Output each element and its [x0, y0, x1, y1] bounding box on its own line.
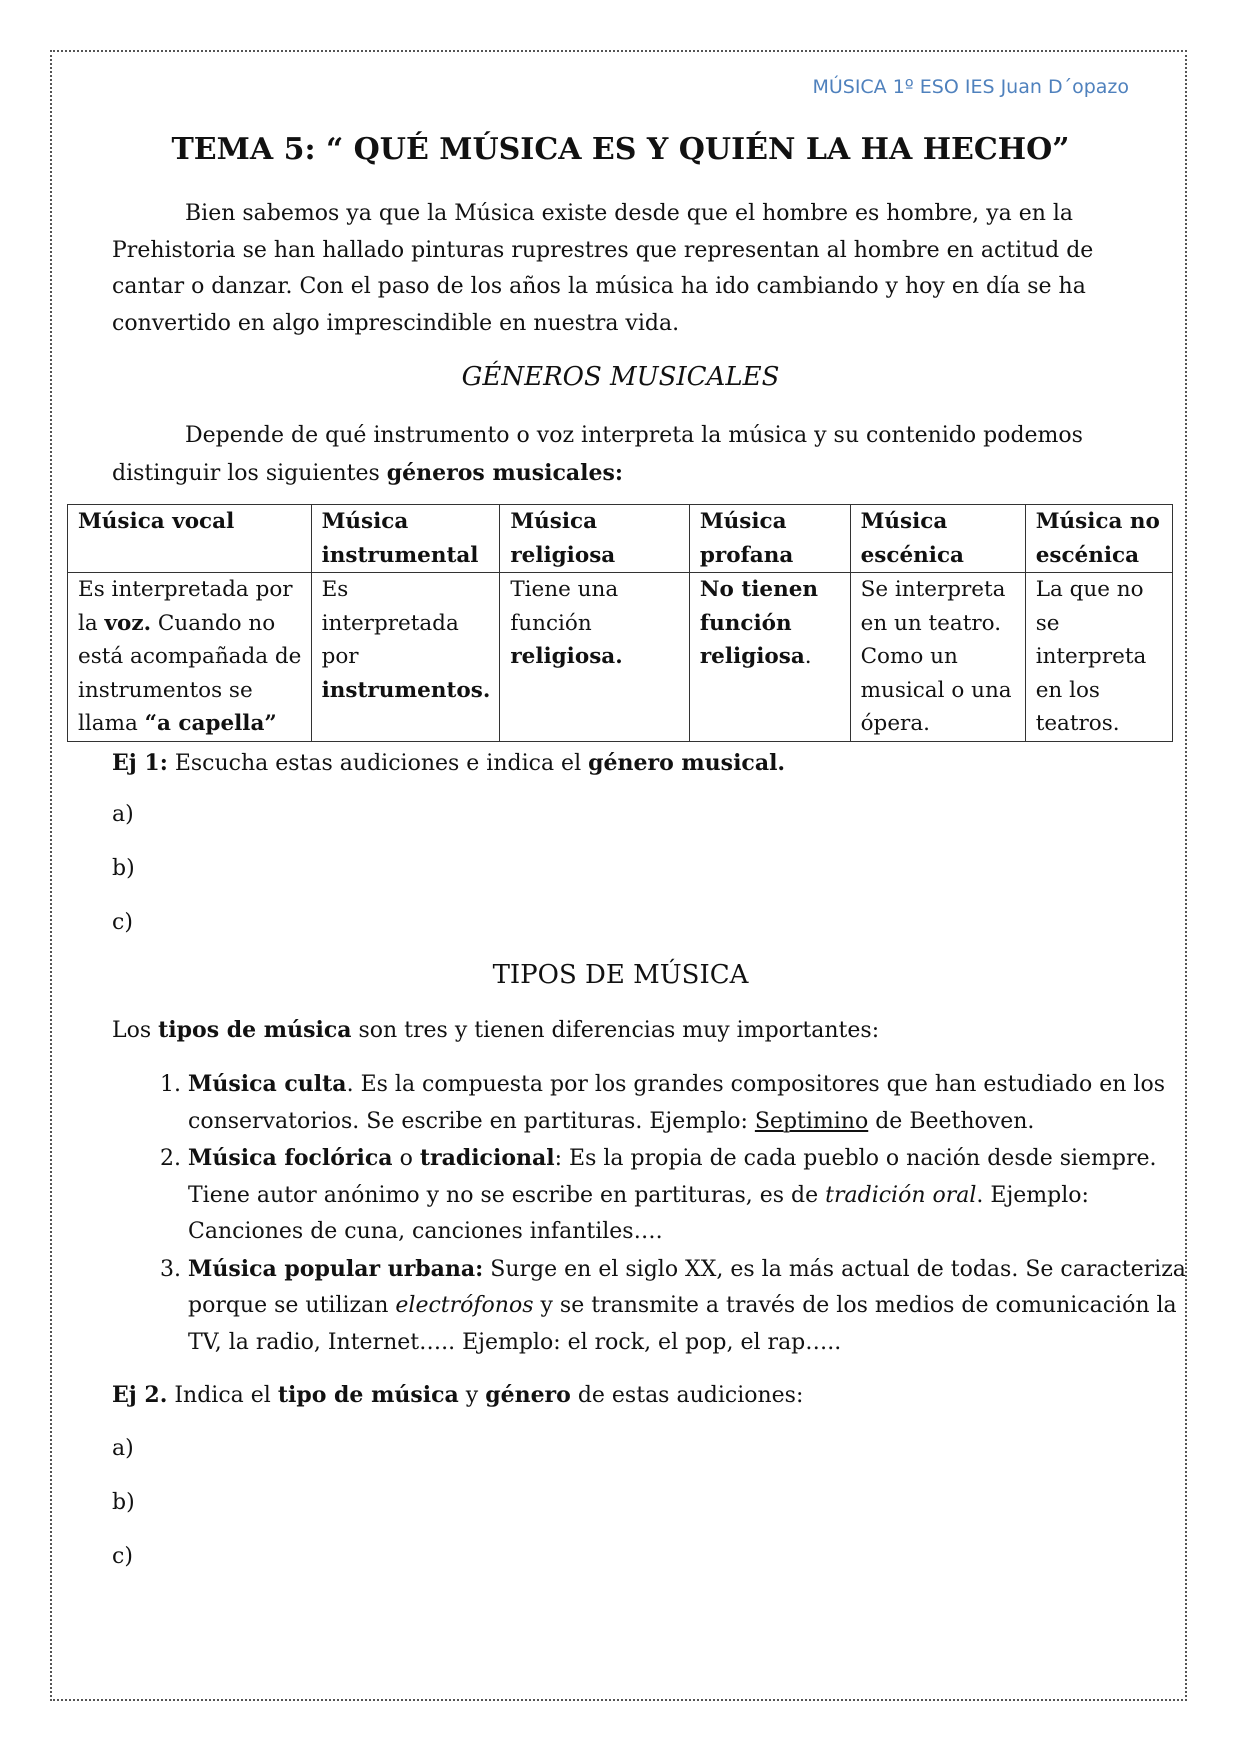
exercise-2-answer-a: a)	[112, 1436, 134, 1461]
intro-paragraph: Bien sabemos ya que la Música existe desde que el hombre es hombre, ya en la Prehistoria se han hallado pinturas ruprestres que representan al hombre en actitud de cantar o danzar. Con el paso de los años la música ha ido cambiando y hoy en día se ha convertido en algo imprescindible en nuestra vida.	[112, 201, 1094, 336]
exercise-1-label: Ej 1:	[112, 750, 168, 776]
generos-lead-text: Depende de qué instrumento o voz interpreta la música y su contenido podemos distinguir los siguientes	[112, 423, 1083, 486]
text-run: de Beethoven.	[868, 1108, 1035, 1134]
list-item	[188, 1251, 1205, 1362]
bold-run: Música popular urbana:	[188, 1255, 484, 1282]
tipos-intro	[112, 1017, 879, 1043]
exercise-2-text-3: de estas audiciones:	[570, 1383, 804, 1408]
genre-description	[850, 573, 1025, 742]
genre-header: Música vocal	[68, 505, 312, 573]
generos-lead-bold: géneros musicales:	[386, 459, 623, 486]
exercise-1-answer-c: c)	[112, 910, 133, 935]
text-run: Cuando no está acompañada de instrumentos se llama	[78, 610, 302, 736]
exercise-2-bold-2: género	[485, 1382, 571, 1408]
text-run: . Ejemplo: Canciones de cuna, canciones infantiles….	[188, 1182, 1089, 1244]
list-item	[188, 1140, 1205, 1251]
text-run: o	[392, 1146, 420, 1171]
genres-body-row	[68, 573, 1173, 742]
genre-description	[1025, 573, 1172, 742]
exercise-2-prompt	[112, 1382, 803, 1408]
exercise-1-bold: género musical.	[588, 750, 786, 776]
exercise-2-label: Ej 2.	[112, 1382, 168, 1408]
genre-header: Música profana	[689, 505, 850, 573]
bold-run: voz.	[104, 610, 152, 636]
genre-header: Música escénica	[850, 505, 1025, 573]
tipos-intro-pre: Los	[112, 1018, 159, 1043]
genre-description	[311, 573, 500, 742]
generos-heading: GÉNEROS MUSICALES	[461, 362, 780, 392]
exercise-2-text-2: y	[458, 1383, 486, 1408]
text-run: Se interpreta en un teatro. Como un musical o una ópera.	[860, 577, 1012, 736]
music-types-list	[112, 1066, 1205, 1361]
genres-header-row	[68, 505, 1173, 573]
exercise-2-answer-c: c)	[112, 1544, 133, 1569]
bold-run: Música culta	[188, 1071, 347, 1097]
genre-description	[68, 573, 312, 742]
text-run: . Es la compuesta por los grandes compositores que han estudiado en los conservatorios. Se escribe en partituras. Ejemplo:	[188, 1072, 1165, 1134]
underlined-run: Septimino	[754, 1108, 869, 1134]
italic-run: tradición oral	[825, 1182, 977, 1208]
bold-run: tradicional	[419, 1145, 555, 1171]
genre-description	[500, 573, 690, 742]
genre-description	[689, 573, 850, 742]
exercise-2-bold-1: tipo de música	[277, 1382, 459, 1408]
tipos-intro-bold: tipos de música	[158, 1017, 352, 1043]
bold-run: instrumentos.	[321, 677, 491, 703]
text-run: Es interpretada por	[321, 577, 459, 669]
bold-run: No tienen función religiosa	[699, 577, 819, 669]
text-run: Tiene una función	[510, 577, 619, 636]
exercise-1-prompt	[112, 750, 785, 776]
exercise-2-text-1: Indica el	[167, 1383, 278, 1408]
text-run: y se transmite a través de los medios de comunicación la TV, la radio, Internet….. Ejemplo: el rock, el pop, el rap…..	[188, 1293, 1177, 1355]
page-title: TEMA 5: “ QUÉ MÚSICA ES Y QUIÉN LA HA HECHO”	[171, 132, 1070, 167]
bold-run: religiosa.	[510, 644, 623, 669]
genre-header: Música no escénica	[1025, 505, 1172, 573]
bold-run: “a capella”	[144, 711, 277, 736]
text-run: La que no se interpreta en los teatros.	[1035, 577, 1147, 736]
tipos-heading: TIPOS DE MÚSICA	[492, 960, 749, 990]
header-note: MÚSICA 1º ESO IES Juan D´opazo	[812, 76, 1129, 98]
genre-header: Música instrumental	[311, 505, 500, 573]
genre-header: Música religiosa	[500, 505, 690, 573]
text-run: Surge en el siglo XX, es la más actual de todas. Se caracteriza porque se utilizan	[188, 1256, 1186, 1318]
exercise-1-answer-b: b)	[112, 856, 135, 881]
tipos-intro-post: son tres y tienen diferencias muy importantes:	[351, 1018, 880, 1043]
genres-table	[67, 504, 1173, 742]
bold-run: Música foclórica	[188, 1145, 393, 1171]
italic-run: electrófonos	[395, 1293, 534, 1318]
exercise-1-answer-a: a)	[112, 802, 134, 827]
text-run: .	[804, 644, 812, 669]
exercise-1-text: Escucha estas audiciones e indica el	[167, 751, 589, 776]
text-run: : Es la propia de cada pueblo o nación desde siempre. Tiene autor anónimo y no se escribe en partituras, es de	[188, 1146, 1157, 1208]
list-item	[188, 1066, 1205, 1140]
exercise-2-answer-b: b)	[112, 1490, 135, 1515]
text-run: Es interpretada por la	[78, 577, 293, 636]
generos-lead	[112, 418, 1129, 492]
